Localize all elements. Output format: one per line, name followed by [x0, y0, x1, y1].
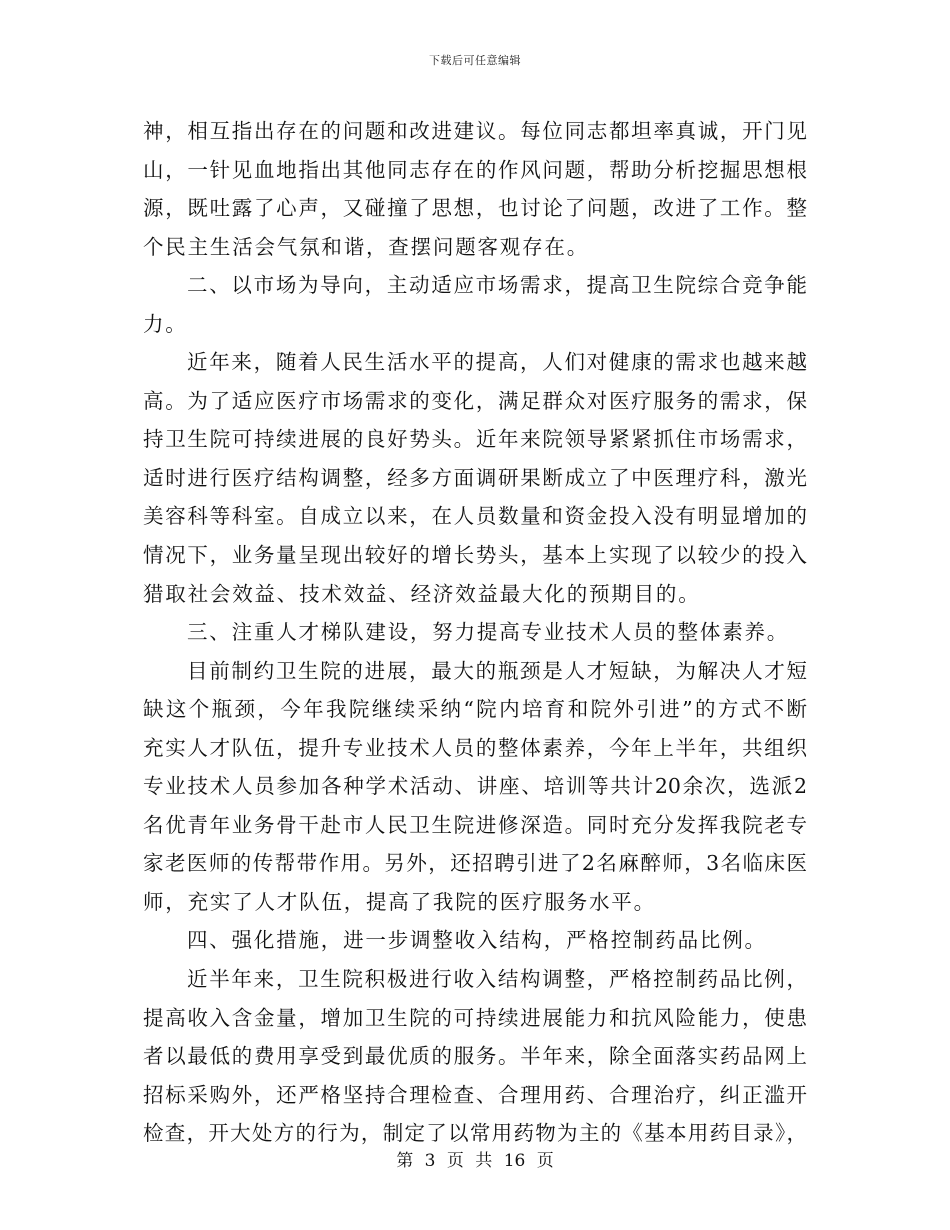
text-line: 提高收入含金量，增加卫生院的可持续进展能力和抗风险能力，使患	[143, 1005, 807, 1030]
text-line: 充实人才队伍，提升专业技术人员的整体素养，今年上半年，共组织	[143, 735, 807, 760]
text-line: 持卫生院可持续进展的良好势头。近年来院领导紧紧抓住市场需求，	[143, 427, 807, 452]
text-line: 名优青年业务骨干赴市人民卫生院进修深造。同时充分发挥我院老专	[143, 812, 807, 837]
text-line: 美容科等科室。自成立以来，在人员数量和资金投入没有明显增加的	[143, 504, 807, 529]
text-line: 近半年来，卫生院积极进行收入结构调整，严格控制药品比例，	[187, 967, 807, 992]
text-line: 检查，开大处方的行为，制定了以常用药物为主的《基本用药目录》，	[143, 1121, 807, 1146]
text-line: 招标采购外，还严格坚持合理检查、合理用药、合理治疗，纠正滥开	[143, 1082, 807, 1107]
text-line: 者以最低的费用享受到最优质的服务。半年来，除全面落实药品网上	[143, 1044, 807, 1069]
text-line: 个民主生活会气氛和谐，查摆问题客观存在。	[143, 234, 589, 259]
text-line: 近年来，随着人民生活水平的提高，人们对健康的需求也越来越	[187, 350, 807, 375]
text-line: 目前制约卫生院的进展，最大的瓶颈是人才短缺，为解决人才短	[187, 658, 807, 683]
text-line: 源，既吐露了心声，又碰撞了思想，也讨论了问题，改进了工作。整	[143, 196, 807, 221]
page-header: 下载后可任意编辑	[429, 54, 521, 67]
text-line: 神，相互指出存在的问题和改进建议。每位同志都坦率真诚，开门见	[143, 119, 807, 143]
text-line: 专业技术人员参加各种学术活动、讲座、培训等共计20余次，选派2	[143, 774, 807, 799]
text-line: 家老医师的传帮带作用。另外，还招聘引进了2名麻醉师，3名临床医	[143, 851, 807, 876]
text-line: 力。	[143, 311, 188, 336]
text-line: 四、强化措施，进一步调整收入结构，严格控制药品比例。	[187, 928, 767, 953]
text-line: 情况下，业务量呈现出较好的增长势头，基本上实现了以较少的投入	[143, 543, 807, 568]
text-line: 高。为了适应医疗市场需求的变化，满足群众对医疗服务的需求，保	[143, 388, 807, 413]
page-number: 第 3 页 共 16 页	[396, 1151, 554, 1171]
text-line: 二、以市场为导向，主动适应市场需求，提高卫生院综合竞争能	[187, 273, 807, 298]
text-line: 猎取社会效益、技术效益、经济效益最大化的预期目的。	[143, 581, 701, 606]
text-line: 师，充实了人才队伍，提高了我院的医疗服务水平。	[143, 889, 656, 914]
text-line: 适时进行医疗结构调整，经多方面调研果断成立了中医理疗科，激光	[143, 465, 807, 490]
text-line: 山，一针见血地指出其他同志存在的作风问题，帮助分析挖掘思想根	[143, 157, 807, 182]
text-line: 缺这个瓶颈，今年我院继续采纳“院内培育和院外引进”的方式不断	[143, 697, 807, 722]
document-body	[143, 112, 807, 1153]
text-line: 三、注重人才梯队建设，努力提高专业技术人员的整体素养。	[187, 620, 790, 645]
